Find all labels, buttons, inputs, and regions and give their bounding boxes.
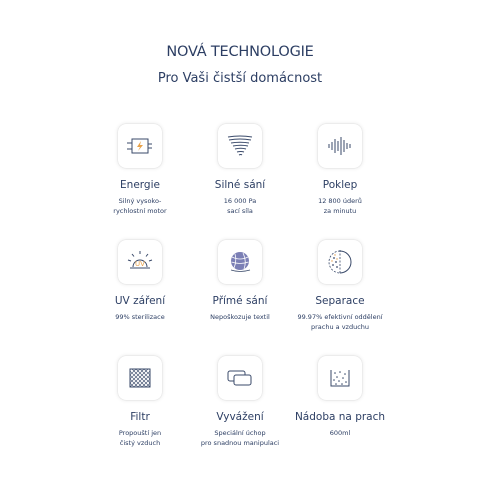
feature-title: Přímé sání [212,295,268,307]
feature-desc: Propouští jen čistý vzduch [118,429,162,447]
feature-desc: 99% sterilizace [115,313,165,321]
feature-icon-box [218,240,262,284]
feature-icon-box [118,124,162,168]
uv-lamp-icon [125,250,155,274]
dust-container-icon [326,366,354,390]
sound-wave-icon [325,135,355,157]
page-title: NOVÁ TECHNOLOGIE [166,44,314,60]
yarn-ball-icon [226,249,254,275]
feature-desc: Speciální úchop pro snadnou manipulaci [200,429,280,447]
feature-poklep [270,124,410,216]
dust-separation-icon [326,249,354,275]
feature-icon-box [318,124,362,168]
svg-text:UV: UV [135,260,145,268]
feature-icon-box [118,356,162,400]
feature-icon-box [218,356,262,400]
feature-desc: 12 800 úderů za minutu [318,197,362,215]
battery-charging-icon [125,135,155,157]
feature-icon-box [318,240,362,284]
feature-icon-box [218,124,262,168]
feature-nadoba-na-prach [270,356,410,439]
feature-icon-box [118,240,162,284]
feature-desc: Silný vysoko- rychlostní motor [113,197,167,215]
feature-title: Filtr [130,411,150,423]
feature-desc: 99.97% efektivní oddělení prachu a vzduchu [297,313,383,331]
filter-mesh-icon [126,366,154,390]
tornado-icon [225,134,255,158]
feature-desc: 600ml [329,429,351,437]
feature-title: Energie [120,179,160,191]
feature-desc: 16 000 Pa sací síla [223,197,257,215]
feature-desc: Nepoškozuje textil [210,313,270,321]
feature-title: Separace [315,295,365,307]
feature-title: Silné sání [214,179,266,191]
feature-title: UV záření [114,295,166,307]
feature-separace [270,240,410,332]
feature-title: Vyvážení [216,411,264,423]
stacked-cards-icon [225,367,255,389]
feature-icon-box [318,356,362,400]
feature-title: Poklep [322,179,358,191]
feature-title: Nádoba na prach [294,411,386,423]
page-subtitle: Pro Vaši čistší domácnost [157,71,323,86]
